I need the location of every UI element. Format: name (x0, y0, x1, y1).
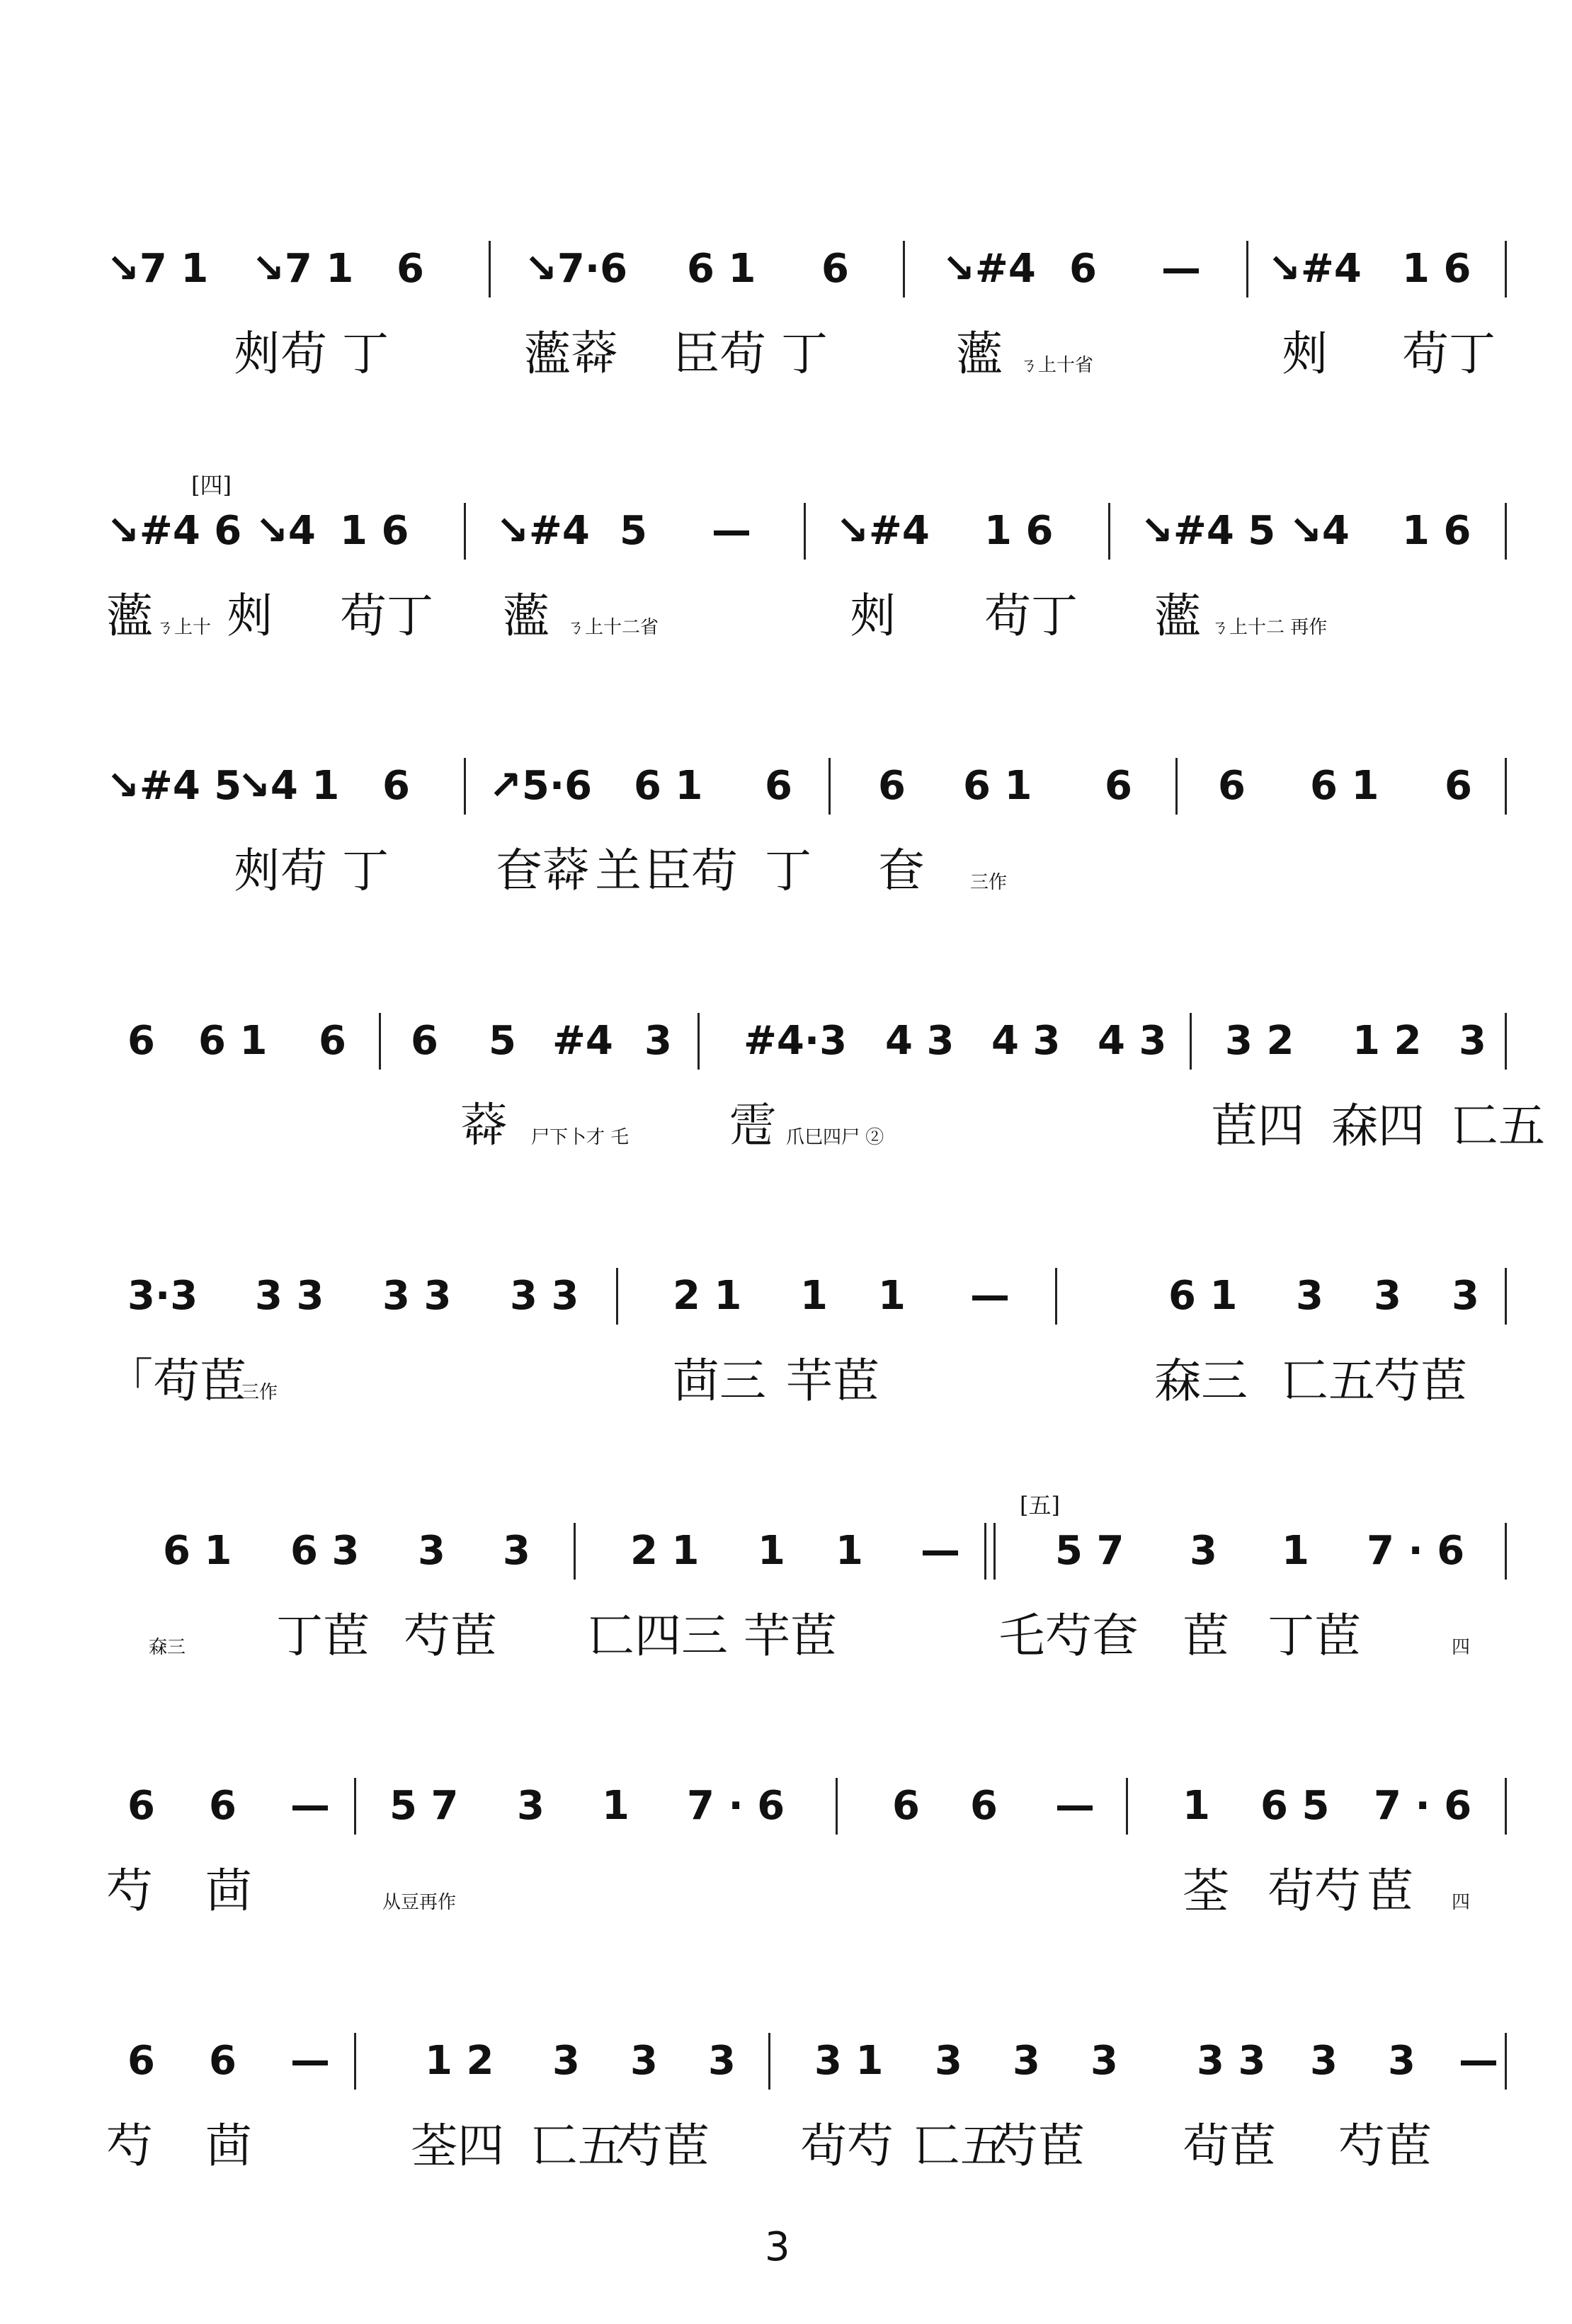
jianzi-line-6 (106, 1601, 1515, 1679)
jianzi-line-2 (106, 581, 1515, 659)
note-group: 3 (1452, 1273, 1479, 1319)
jianzi-line-1 (106, 319, 1515, 397)
jianzi-char: 茍芍 (800, 2119, 894, 2173)
double-bar-line (984, 1523, 996, 1580)
note-group: — (290, 1783, 330, 1829)
note-group: 1 6 (1402, 508, 1471, 554)
note-group: 6 (209, 1783, 237, 1829)
jianzi-char: 蘫 (1154, 589, 1201, 643)
note-group: 3 (935, 2038, 962, 2084)
jianzi-char: 丁茞 (1268, 1609, 1361, 1663)
page-number: 3 (765, 2224, 790, 2270)
jianzi-char: 苟丁 (340, 589, 433, 643)
note-group: 6 (127, 1783, 155, 1829)
bar-line (1505, 1268, 1507, 1325)
jianzi-char: 蘫 (106, 589, 153, 643)
jianzi-char: 芍茞 (991, 2119, 1085, 2173)
note-group: 6 (209, 2038, 237, 2084)
note-group: 3 (630, 2038, 658, 2084)
jianzi-char: 奆 (878, 844, 925, 898)
technique-note: ㄋ上十二 再作 (1211, 617, 1328, 638)
note-group: 1 2 (1352, 1018, 1422, 1064)
note-group: ↘4 (1289, 508, 1350, 554)
section-marker: [四] (191, 472, 232, 499)
technique-note: 四 (1452, 1892, 1471, 1913)
jianpu-line-6 (106, 1516, 1515, 1594)
note-group: 7 · 6 (687, 1783, 785, 1829)
note-group: 2 1 (630, 1528, 700, 1574)
jianpu-line-2 (106, 496, 1515, 574)
note-group: 6 (892, 1783, 920, 1829)
note-group: ↘#4 5 (1140, 508, 1276, 554)
note-group: 3 (1190, 1528, 1217, 1574)
note-group: 6 5 (1260, 1783, 1330, 1829)
technique-note: 三作 (241, 1382, 278, 1403)
note-group: 3 (1374, 1273, 1401, 1319)
bar-line (1505, 758, 1507, 815)
note-group: 6 (1445, 763, 1472, 809)
bar-line (1126, 1778, 1128, 1835)
note-group: 6 (382, 763, 410, 809)
note-group: 3 2 (1225, 1018, 1294, 1064)
bar-line (768, 2033, 770, 2090)
note-group: ↘4 (255, 508, 316, 554)
note-group: 5 7 (1055, 1528, 1124, 1574)
jianzi-char: 臣苟 (644, 844, 738, 898)
note-group: 3 (1310, 2038, 1338, 2084)
bar-line (1108, 503, 1110, 560)
note-group: 4 3 (1098, 1018, 1167, 1064)
section-marker: [五] (1020, 1492, 1060, 1519)
note-group: ↘7 1 (106, 246, 209, 292)
technique-note: ㄋ上十 (156, 617, 212, 638)
jianzi-char: 㓨 (227, 589, 273, 643)
note-group: ↗5·6 (489, 763, 593, 809)
bar-line (1505, 1013, 1507, 1070)
jianzi-char: 茞四 (1211, 1099, 1304, 1153)
jianzi-line-7 (106, 1856, 1515, 1934)
technique-note: 尸下卜才 乇 (531, 1127, 630, 1148)
bar-line (1246, 241, 1248, 297)
note-group: 3 (708, 2038, 736, 2084)
bar-line (1190, 1013, 1192, 1070)
note-group: 3 (1090, 2038, 1118, 2084)
note-group: 5 (489, 1018, 516, 1064)
jianzi-char: 茞 (1367, 1864, 1413, 1918)
bar-line (1505, 1523, 1507, 1580)
bar-line (464, 503, 466, 560)
note-group: 3 3 (382, 1273, 452, 1319)
technique-note: 爪巳四尸 ② (786, 1127, 884, 1148)
note-group: 3 (517, 1783, 545, 1829)
jianzi-char: 茴 (205, 2119, 252, 2173)
note-group: — (290, 2038, 330, 2084)
note-group: 6 (127, 1018, 155, 1064)
bar-line (697, 1013, 700, 1070)
note-group: #4·3 (744, 1018, 848, 1064)
note-group: 6 (821, 246, 849, 292)
note-group: ↘#4 5 (106, 763, 242, 809)
note-group: 2 1 (673, 1273, 742, 1319)
note-group: 1 (758, 1528, 785, 1574)
technique-note: 㚞三 (149, 1637, 186, 1658)
jianzi-line-5 (106, 1346, 1515, 1424)
bar-line (828, 758, 831, 815)
note-group: 6 1 (1168, 1273, 1238, 1319)
note-group: — (1055, 1783, 1095, 1829)
note-group: 4 3 (991, 1018, 1061, 1064)
jianzi-char: 㓨 (1282, 327, 1328, 381)
bar-line (1505, 241, 1507, 297)
note-group: — (1161, 246, 1201, 292)
note-group: 3 3 (510, 1273, 579, 1319)
note-group: #4 (552, 1018, 613, 1064)
bar-line (489, 241, 491, 297)
bar-line (379, 1013, 381, 1070)
jianzi-char: 芍茞 (1338, 2119, 1432, 2173)
bar-line (1505, 2033, 1507, 2090)
technique-note: 从豆再作 (382, 1892, 457, 1913)
note-group: ↘#4 (942, 246, 1036, 292)
jianzi-char: 芍 (106, 1864, 153, 1918)
bar-line (836, 1778, 838, 1835)
bar-line (574, 1523, 576, 1580)
note-group: 6 1 (1310, 763, 1379, 809)
technique-note: ㄋ上十省 (1020, 355, 1094, 376)
bar-line (354, 1778, 356, 1835)
note-group: 6 (970, 1783, 998, 1829)
note-group: 3 1 (814, 2038, 884, 2084)
note-group: 1 (1282, 1528, 1309, 1574)
jianzi-char: 蘫𦽬 (524, 327, 617, 381)
note-group: 6 (1069, 246, 1097, 292)
jianzi-char: 苟丁 (984, 589, 1078, 643)
note-group: 3 (552, 2038, 580, 2084)
jianzi-char: 㓨苟 丁 (234, 844, 389, 898)
technique-note: 三作 (970, 872, 1008, 893)
jianzi-char: 蘫 (956, 327, 1003, 381)
jianzi-char: 苟丁 (1402, 327, 1496, 381)
jianzi-char: 芍茞 (404, 1609, 497, 1663)
bar-line (1505, 1778, 1507, 1835)
jianzi-char: 㓨 (850, 589, 896, 643)
note-group: 6 (1105, 763, 1132, 809)
note-group: 5 7 (389, 1783, 459, 1829)
note-group: 3 (1388, 2038, 1416, 2084)
jianzi-char: 茍芍 (1268, 1864, 1361, 1918)
note-group: 6 1 (634, 763, 703, 809)
note-group: 3 (1296, 1273, 1323, 1319)
jianpu-line-3 (106, 751, 1515, 829)
note-group: ↘#4 6 (106, 508, 242, 554)
jianzi-char: 㓨苟 丁 (234, 327, 389, 381)
jianzi-char: 茞 (1183, 1609, 1229, 1663)
note-group: 3 3 (1197, 2038, 1266, 2084)
note-group: 3 (418, 1528, 445, 1574)
note-group: 1 2 (425, 2038, 494, 2084)
note-group: 3 (503, 1528, 530, 1574)
jianzi-char: 乇芍奆 (998, 1609, 1139, 1663)
jianzi-char: 荃 (1183, 1864, 1229, 1918)
note-group: 6 (878, 763, 906, 809)
bar-line (903, 241, 905, 297)
jianzi-char: 臣苟 丁 (673, 327, 828, 381)
note-group: ↘#4 (1268, 246, 1362, 292)
note-group: 6 (319, 1018, 346, 1064)
jianzi-char: 芍 (106, 2119, 153, 2173)
note-group: ↘7 1 (251, 246, 354, 292)
note-group: 6 (411, 1018, 438, 1064)
note-group: 6 1 (963, 763, 1032, 809)
note-group: 1 (878, 1273, 906, 1319)
jianpu-line-1 (106, 234, 1515, 312)
note-group: 1 6 (1402, 246, 1471, 292)
bar-line (464, 758, 466, 815)
note-group: — (1459, 2038, 1498, 2084)
note-group: 3 (1459, 1018, 1486, 1064)
technique-note: ㄋ上十二省 (566, 617, 659, 638)
note-group: ↘#4 (836, 508, 930, 554)
note-group: 1 (602, 1783, 630, 1829)
note-group: 7 · 6 (1374, 1783, 1472, 1829)
jianzi-char: 匸四三 (588, 1609, 728, 1663)
jianzi-char: 奆𦽬 (496, 844, 589, 898)
jianzi-char: 匸五 (913, 2119, 1007, 2173)
note-group: 3 3 (255, 1273, 324, 1319)
note-group: 6 1 (163, 1528, 232, 1574)
bar-line (1175, 758, 1178, 815)
jianzi-char: 蘫 (503, 589, 549, 643)
bar-line (616, 1268, 618, 1325)
note-group: ↘7·6 (524, 246, 628, 292)
note-group: 7 · 6 (1367, 1528, 1465, 1574)
note-group: — (970, 1273, 1010, 1319)
jianzi-char: 芍茞 (1374, 1354, 1467, 1408)
note-group: 1 6 (340, 508, 409, 554)
jianzi-line-4 (106, 1091, 1545, 1169)
note-group: 5 (620, 508, 647, 554)
note-group: 6 3 (290, 1528, 360, 1574)
note-group: 6 (397, 246, 424, 292)
note-group: 6 (127, 2038, 155, 2084)
note-group: 3·3 (127, 1273, 198, 1319)
note-group: 3 (1013, 2038, 1040, 2084)
note-group: 1 (836, 1528, 863, 1574)
jianzi-char: 匸五 (1282, 1354, 1375, 1408)
bar-line (804, 503, 806, 560)
note-group: 4 3 (885, 1018, 955, 1064)
note-group: — (921, 1528, 960, 1574)
jianzi-char: 「苟茞 (106, 1354, 246, 1408)
note-group: 6 (765, 763, 792, 809)
jianzi-char: 芍茞 (616, 2119, 710, 2173)
note-group: 1 (800, 1273, 828, 1319)
bar-line (1505, 503, 1507, 560)
jianzi-char: 荃四 (411, 2119, 504, 2173)
note-group: 1 (1183, 1783, 1210, 1829)
jianpu-line-7 (106, 1771, 1515, 1849)
jianzi-char: 𦍌 (595, 844, 642, 898)
jianzi-char: 㚞四 (1331, 1099, 1425, 1153)
note-group: 6 1 (198, 1018, 268, 1064)
note-group: 6 1 (687, 246, 756, 292)
jianzi-char: 𦽬 (460, 1099, 507, 1153)
jianzi-char: 㚞三 (1154, 1354, 1248, 1408)
jianzi-char: 𩂒 (729, 1099, 776, 1153)
jianzi-char: 茍茞 (1183, 2119, 1276, 2173)
bar-line (1055, 1268, 1057, 1325)
note-group: 1 6 (984, 508, 1054, 554)
note-group: ↘4 1 (237, 763, 340, 809)
jianzi-char: 茴三 (673, 1354, 766, 1408)
note-group: — (712, 508, 751, 554)
technique-note: 四 (1452, 1637, 1471, 1658)
jianzi-char: 丁 (765, 844, 811, 898)
jianzi-char: 丁茞 (276, 1609, 370, 1663)
jianzi-char: 茴 (205, 1864, 252, 1918)
jianzi-char: 匸五 (531, 2119, 625, 2173)
jianzi-line-3 (106, 836, 1515, 914)
jianzi-char: 芉茞 (786, 1354, 879, 1408)
note-group: 3 (644, 1018, 672, 1064)
jianzi-line-8 (106, 2111, 1515, 2189)
jianpu-line-4 (106, 1006, 1515, 1084)
jianzi-char: 芉茞 (744, 1609, 837, 1663)
note-group: 6 (1218, 763, 1246, 809)
note-group: ↘#4 (496, 508, 590, 554)
jianzi-char: 匸五 (1452, 1099, 1545, 1153)
bar-line (354, 2033, 356, 2090)
jianpu-line-8 (106, 2026, 1515, 2104)
jianpu-line-5 (106, 1261, 1515, 1339)
